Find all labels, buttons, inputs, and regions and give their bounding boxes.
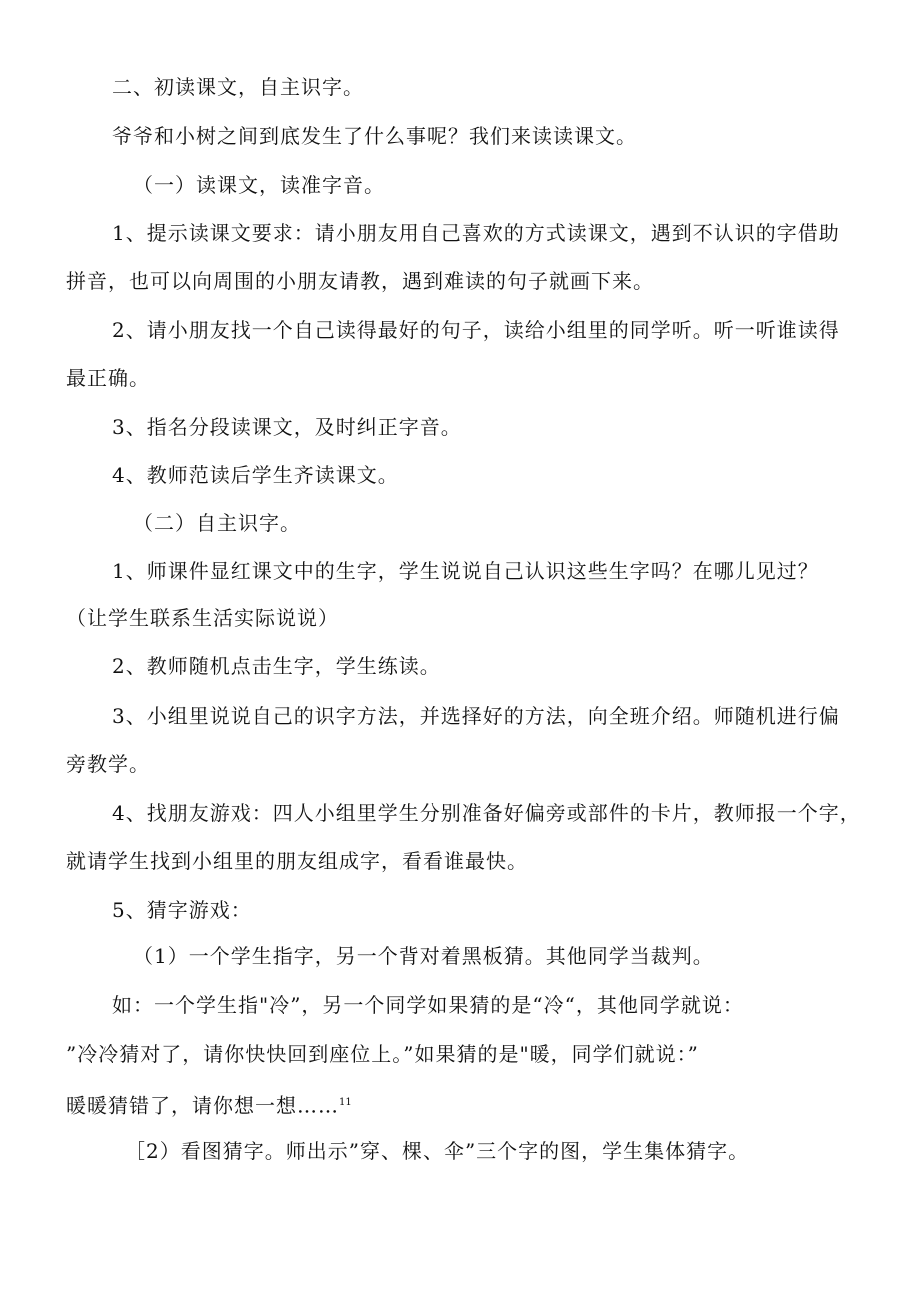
paragraph-line: 最正确。 bbox=[66, 366, 150, 390]
section-heading: 二、初读课文，自主识字。 bbox=[112, 75, 364, 99]
paragraph-line: 就请学生找到小组里的朋友组成字，看看谁最快。 bbox=[66, 849, 528, 873]
paragraph-line: 4、找朋友游戏：四人小组里学生分别准备好偏旁或部件的卡片，教师报一个字， bbox=[112, 801, 861, 825]
intro-paragraph: 爷爷和小树之间到底发生了什么事呢？我们来读读课文。 bbox=[112, 124, 637, 148]
subsection-heading-1: （一）读课文，读准字音。 bbox=[133, 173, 385, 197]
paragraph-line: 如：一个学生指"冷”，另一个同学如果猜的是“冷“，其他同学就说： bbox=[112, 993, 744, 1017]
paragraph-line: 5、猜字游戏： bbox=[112, 898, 252, 922]
paragraph-line: 拼音，也可以向周围的小朋友请教，遇到难读的句子就画下来。 bbox=[66, 269, 654, 293]
paragraph-line: 2、教师随机点击生字，学生练读。 bbox=[112, 654, 441, 678]
paragraph-line: 2、请小朋友找一个自己读得最好的句子，读给小组里的同学听。听一听谁读得 bbox=[112, 318, 840, 342]
paragraph-line: 旁教学。 bbox=[66, 752, 150, 776]
paragraph-line: （让学生联系生活实际说说） bbox=[66, 606, 339, 630]
paragraph-line: 4、教师范读后学生齐读课文。 bbox=[112, 463, 399, 487]
footnote-mark: 11 bbox=[339, 1097, 352, 1108]
subsection-heading-2: （二）自主识字。 bbox=[133, 511, 301, 535]
paragraph-line bbox=[66, 1089, 352, 1120]
paragraph-line: ”冷冷猜对了，请你快快回到座位上。”如果猜的是"暖，同学们就说：” bbox=[66, 1042, 699, 1066]
paragraph-line: 3、小组里说说自己的识字方法，并选择好的方法，向全班介绍。师随机进行偏 bbox=[112, 704, 840, 728]
paragraph-line: （1）一个学生指字，另一个背对着黑板猜。其他同学当裁判。 bbox=[133, 944, 714, 968]
paragraph-line: 1、提示读课文要求：请小朋友用自己喜欢的方式读课文，遇到不认识的字借助 bbox=[112, 221, 840, 245]
paragraph-line-text: 暖暖猜错了，请你想一想…… bbox=[66, 1093, 339, 1118]
paragraph-line: ［2）看图猜字。师出示”穿、棵、伞”三个字的图，学生集体猜字。 bbox=[125, 1139, 750, 1163]
paragraph-line: 3、指名分段读课文，及时纠正字音。 bbox=[112, 415, 462, 439]
paragraph-line: 1、师课件显红课文中的生字，学生说说自己认识这些生字吗？在哪儿见过？ bbox=[112, 559, 819, 583]
